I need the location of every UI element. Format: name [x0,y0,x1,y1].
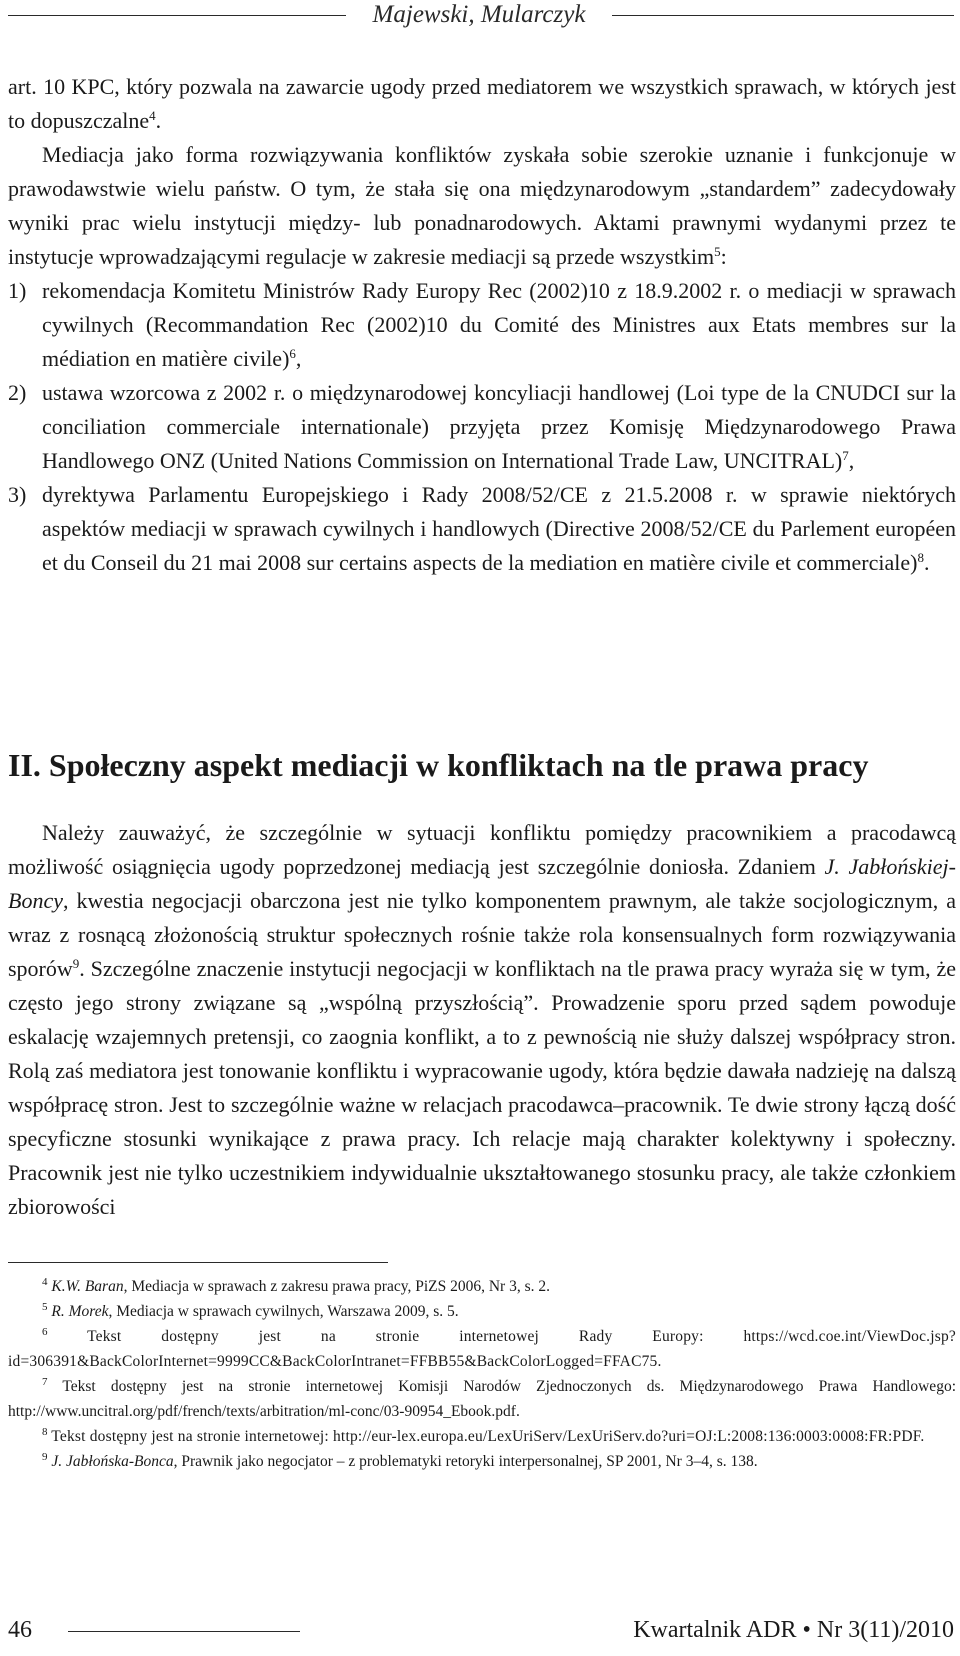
running-title: Majewski, Mularczyk [372,1,586,28]
footer-rule [68,1631,300,1632]
paragraph-continuation: art. 10 KPC, który pozwala na zawarcie ugody przed mediatorem we wszystkich sprawach, w których jest to dopuszczalne$^4$. [8,74,956,133]
header-rule-left [8,15,346,16]
header-rule-right [612,15,954,16]
footnote-author: K.W. Baran [51,1278,124,1295]
list-number: 1) [8,278,27,303]
footnote-number: 6 [42,1326,48,1338]
footnote-ref-4: 4 [149,108,156,123]
list-item: 2) ustawa wzorcowa z 2002 r. o międzynarodowej koncyliacji handlowej (Loi type de la CNUDCI sur la conciliation commerciale internationale) przyjęta przez Komisję Międzynarodowego Prawa Handlowego ONZ (United Nations Commission on International Trade Law, UNCITRAL)$^7$, [8,376,956,478]
footnotes [8,1274,956,1474]
footnote-ref-7: 7 [842,448,849,463]
page-number: 46 [8,1617,32,1643]
footnote-ref-5: 5 [714,244,721,259]
running-footer [0,1610,960,1650]
section-heading: II. Społeczny aspekt mediacji w konfliktach na tle prawa pracy [8,747,869,783]
footnote-author: J. Jabłońska-Bonca [51,1453,174,1470]
footnote-separator [8,1262,388,1263]
footnote: $^5$ R. Morek, Mediacja w sprawach cywilnych, Warszawa 2009, s. 5. [42,1301,459,1320]
footnote-number: 8 [42,1426,48,1438]
paragraph-section: Należy zauważyć, że szczególnie w sytuacji konfliktu pomiędzy pracownikiem a pracodawcą możliwość osiągnięcia ugody poprzedzonej mediacją jest szczególnie doniosła. Zdaniem J. Jabłońskiej-Boncy, kwestia negocjacji obarczona jest nie tylko komponentem prawnym, ale także socjologicznym, a wraz z rosnącą złożonością struktur społecznych rośnie także rola konsensualnych form rozwiązywania sporów$^9$. Szczególne znaczenie instytucji negocjacji w konfliktach na tle prawa pracy wyraża się w tym, że często jego strony związane są „wspólną przyszłością”. Prowadzenie sporu przed sądem powoduje eskalację wzajemnych pretensji, co zaognia konflikt, a to z pewnością nie służy dalszej współpracy stron. Rolą zaś mediatora jest tonowanie konfliktu i wypracowanie ugody, która będzie dawała nadzieję na dalszą współpracę stron. Jest to szczególnie ważne w relacjach pracodawca–pracownik. Te dwie strony łączą dość specyficzne stosunki wynikające z prawa pracy. Ich relacje mają charakter kolektywny i społeczny. Pracownik jest nie tylko uczestnikiem indywidualnie ukształtowanego stosunku pracy, ale także członkiem zbiorowości [8,820,956,1219]
list-number: 3) [8,482,27,507]
journal-name: Kwartalnik ADR • Nr 3(11)/2010 [633,1617,954,1643]
author-name: J. Jabłońskiej-Boncy [8,854,956,913]
footnote-number: 7 [42,1376,48,1388]
footnote: $^9$ J. Jabłońska-Bonca, Prawnik jako negocjator – z problematyki retoryki interpersonalnej, SP 2001, Nr 3–4, s. 138. [42,1451,758,1470]
footnote: $^7$ Tekst dostępny jest na stronie internetowej Komisji Narodów Zjednoczonych ds. Międzynarodowego Prawa Handlowego: http://www.uncitral.org/pdf/french/texts/arbitration/ml-conc/03-90954_Ebook.pdf. [8,1376,956,1420]
body-text-section [8,816,956,1224]
list-item: 3) dyrektywa Parlamentu Europejskiego i Rady 2008/52/CE z 21.5.2008 r. w sprawie niektórych aspektów mediacji w sprawach cywilnych i handlowych (Directive 2008/52/CE du Parlement européen et du Conseil du 21 mai 2008 sur certains aspects de la mediation en matière civile et commerciale)$^8$. [8,478,956,580]
running-header [0,0,960,30]
list-item: 1) rekomendacja Komitetu Ministrów Rady Europy Rec (2002)10 z 18.9.2002 r. o mediacji w sprawach cywilnych (Recommandation Rec (2002)10 du Comité des Ministres aux Etats membres sur la médiation en matière civile)$^6$, [8,274,956,376]
footnote-ref-6: 6 [289,346,296,361]
footnote-author: R. Morek [51,1303,109,1320]
body-text-top [8,70,956,580]
list-number: 2) [8,380,27,405]
footnote: $^4$ K.W. Baran, Mediacja w sprawach z zakresu prawa pracy, PiZS 2006, Nr 3, s. 2. [42,1276,550,1295]
footnote: $^6$ Tekst dostępny jest na stronie internetowej Rady Europy: https://wcd.coe.int/ViewDoc.jsp?id=306391&BackColorInternet=9999CC&BackColorIntranet=FFBB55&BackColorLogged=FFAC75. [8,1326,956,1370]
footnote-ref-9: 9 [72,956,80,971]
footnote: $^8$ Tekst dostępny jest na stronie internetowej: http://eur-lex.europa.eu/LexUriServ/LexUriServ.do?uri=OJ:L:2008:136:0003:0008:FR:PDF. [42,1426,925,1445]
footnote-number: 4 [42,1276,48,1288]
list-item-text: dyrektywa Parlamentu Europejskiego i Rady 2008/52/CE z 21.5.2008 r. w sprawie niektórych aspektów mediacji w sprawach cywilnych i handlowych (Directive 2008/52/CE du Parlement européen et du Conseil du 21 mai 2008 sur certains aspects de la mediation en matière civile et commerciale) [42,482,956,575]
list-item-text: ustawa wzorcowa z 2002 r. o międzynarodowej koncyliacji handlowej (Loi type de la CNUDCI sur la conciliation commerciale internationale) przyjęta przez Komisję Międzynarodowego Prawa Handlowego ONZ (United Nations Commission on International Trade Law, UNCITRAL) [42,380,956,473]
footnote-ref-8: 8 [917,550,924,565]
paragraph-mediation-standard: Mediacja jako forma rozwiązywania konfliktów zyskała sobie szerokie uznanie i funkcjonuje w prawodawstwie wielu państw. O tym, że stała się ona międzynarodowym „standardem” zadecydowały wyniki prac wielu instytucji między- lub ponadnarodowych. Aktami prawnymi wydanymi przez te instytucje wprowadzającymi regulacje w zakresie mediacji są przede wszystkim$^5$: [8,142,956,269]
footnote-number: 5 [42,1301,48,1313]
footnote-number: 9 [42,1451,48,1463]
list-item-text: rekomendacja Komitetu Ministrów Rady Europy Rec (2002)10 z 18.9.2002 r. o mediacji w sprawach cywilnych (Recommandation Rec (2002)10 du Comité des Ministres aux Etats membres sur la médiation en matière civile) [42,278,956,371]
